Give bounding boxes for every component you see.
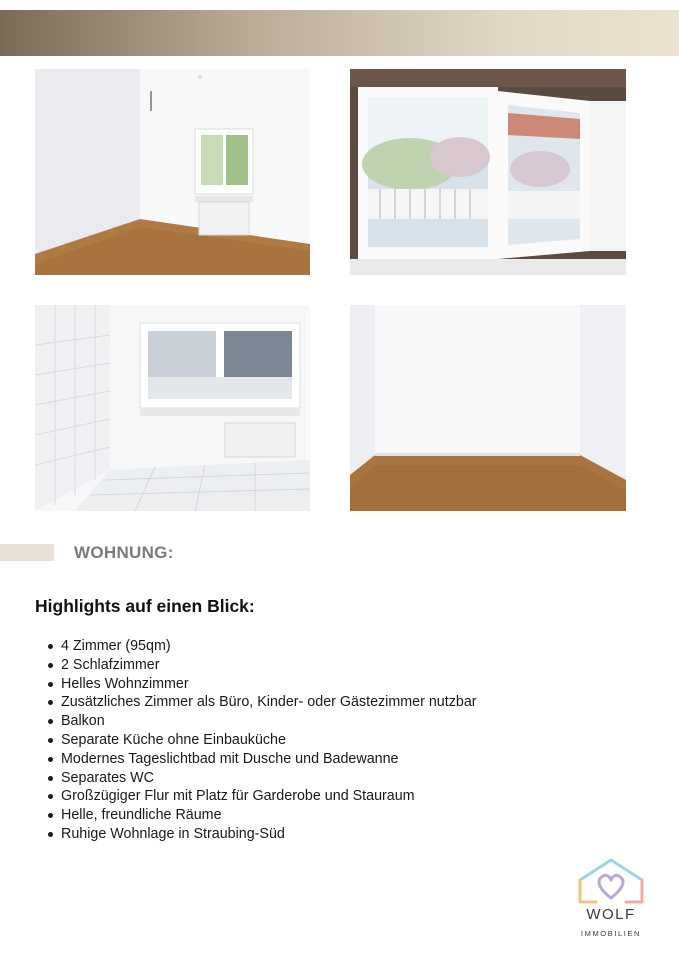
list-item: Großzügiger Flur mit Platz für Garderobe und Stauraum [48,787,648,806]
photo-balcony-window [350,69,626,275]
logo-subtitle: IMMOBILIEN [580,929,642,938]
photo-room-window [35,69,310,275]
highlights-list [48,637,648,844]
list-item: Separate Küche ohne Einbauküche [48,731,648,750]
highlights-heading: Highlights auf einen Blick: [35,596,255,616]
house-heart-icon [576,858,646,904]
section-accent-bar [0,544,54,561]
list-item: 4 Zimmer (95qm) [48,637,648,656]
header-banner [0,10,679,56]
company-logo [572,858,650,942]
list-item: Balkon [48,712,648,731]
photo-empty-room [350,305,626,511]
section-title: WOHNUNG: [74,543,174,562]
list-item: Helle, freundliche Räume [48,806,648,825]
list-item: Ruhige Wohnlage in Straubing-Süd [48,825,648,844]
list-item: 2 Schlafzimmer [48,656,648,675]
list-item: Separates WC [48,769,648,788]
logo-name: WOLF [586,906,636,923]
photo-kitchen [35,305,310,511]
list-item: Modernes Tageslichtbad mit Dusche und Badewanne [48,750,648,769]
list-item: Helles Wohnzimmer [48,675,648,694]
list-item: Zusätzliches Zimmer als Büro, Kinder- oder Gästezimmer nutzbar [48,693,648,712]
